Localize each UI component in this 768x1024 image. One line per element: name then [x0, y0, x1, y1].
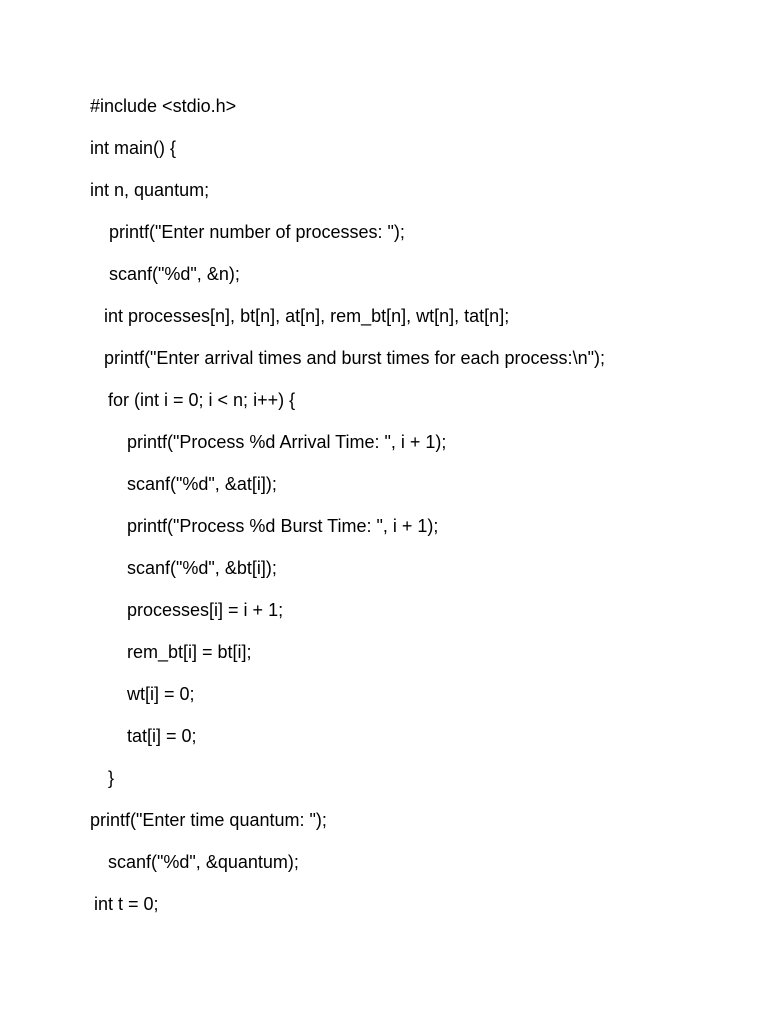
code-line: wt[i] = 0; [127, 684, 195, 704]
code-line: printf("Enter arrival times and burst times for each process:\n"); [104, 348, 605, 368]
code-line: printf("Process %d Burst Time: ", i + 1); [127, 516, 439, 536]
code-line: int main() { [90, 138, 177, 158]
code-line: for (int i = 0; i < n; i++) { [108, 390, 296, 410]
code-line: int t = 0; [94, 894, 159, 914]
code-line: scanf("%d", &bt[i]); [127, 558, 277, 578]
code-line: printf("Enter number of processes: "); [109, 222, 405, 242]
code-line: rem_bt[i] = bt[i]; [127, 642, 252, 662]
code-line: } [108, 768, 115, 788]
code-line: processes[i] = i + 1; [127, 600, 284, 620]
code-line: printf("Process %d Arrival Time: ", i + 1); [127, 432, 447, 452]
code-line: scanf("%d", &n); [109, 264, 240, 284]
code-line: int processes[n], bt[n], at[n], rem_bt[n], wt[n], tat[n]; [104, 306, 510, 326]
code-line: printf("Enter time quantum: "); [90, 810, 327, 830]
code-line: scanf("%d", &at[i]); [127, 474, 277, 494]
code-line: #include <stdio.h> [90, 96, 237, 116]
code-line: int n, quantum; [90, 180, 210, 200]
code-line: tat[i] = 0; [127, 726, 197, 746]
code-line: scanf("%d", &quantum); [108, 852, 299, 872]
